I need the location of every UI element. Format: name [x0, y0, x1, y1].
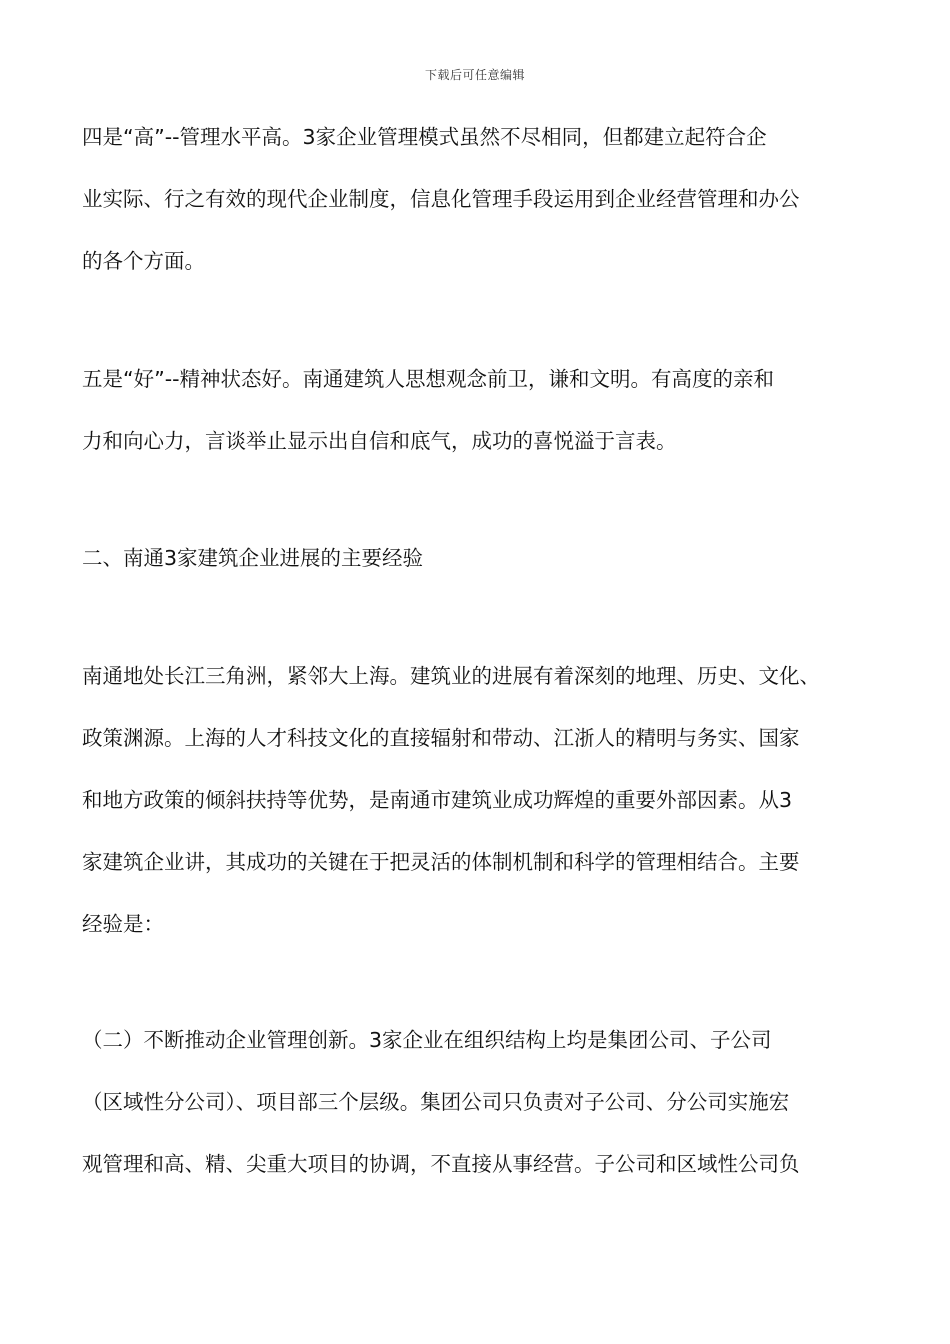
paragraph-four-high: [82, 106, 882, 292]
text-line: 和地方政策的倾斜扶持等优势，是南通市建筑业成功辉煌的重要外部因素。从3: [82, 788, 793, 812]
text-line: 家建筑企业讲，其成功的关键在于把灵活的体制机制和科学的管理相结合。主要: [82, 850, 800, 874]
paragraph-five-good: [82, 348, 882, 472]
text-line: （区域性分公司）、项目部三个层级。集团公司只负责对子公司、分公司实施宏: [82, 1090, 790, 1114]
text-line: 观管理和高、精、尖重大项目的协调，不直接从事经营。子公司和区域性公司负: [82, 1152, 800, 1176]
section-heading: [82, 527, 882, 589]
text-line: 五是“好”--精神状态好。南通建筑人思想观念前卫，谦和文明。有高度的亲和: [82, 367, 775, 391]
text-line: 力和向心力，言谈举止显示出自信和底气，成功的喜悦溢于言表。: [82, 429, 677, 453]
paragraph-management-innovation: [82, 1009, 882, 1195]
paragraph-nantong-location: [82, 645, 882, 955]
text-line: 四是“高”--管理水平高。3家企业管理模式虽然不尽相同，但都建立起符合企: [82, 125, 767, 149]
text-line: 南通地处长江三角洲，紧邻大上海。建筑业的进展有着深刻的地理、历史、文化、: [82, 664, 820, 688]
page-header: 下载后可任意编辑: [424, 68, 525, 82]
section-heading-text: 二、南通3家建筑企业进展的主要经验: [82, 546, 424, 570]
text-line: 的各个方面。: [82, 249, 205, 273]
text-line: 政策渊源。上海的人才科技文化的直接辐射和带动、江浙人的精明与务实、国家: [82, 726, 800, 750]
text-line: 业实际、行之有效的现代企业制度，信息化管理手段运用到企业经营管理和办公: [82, 187, 800, 211]
text-line: （二）不断推动企业管理创新。3家企业在组织结构上均是集团公司、子公司: [82, 1028, 772, 1052]
text-line: 经验是：: [82, 912, 164, 936]
